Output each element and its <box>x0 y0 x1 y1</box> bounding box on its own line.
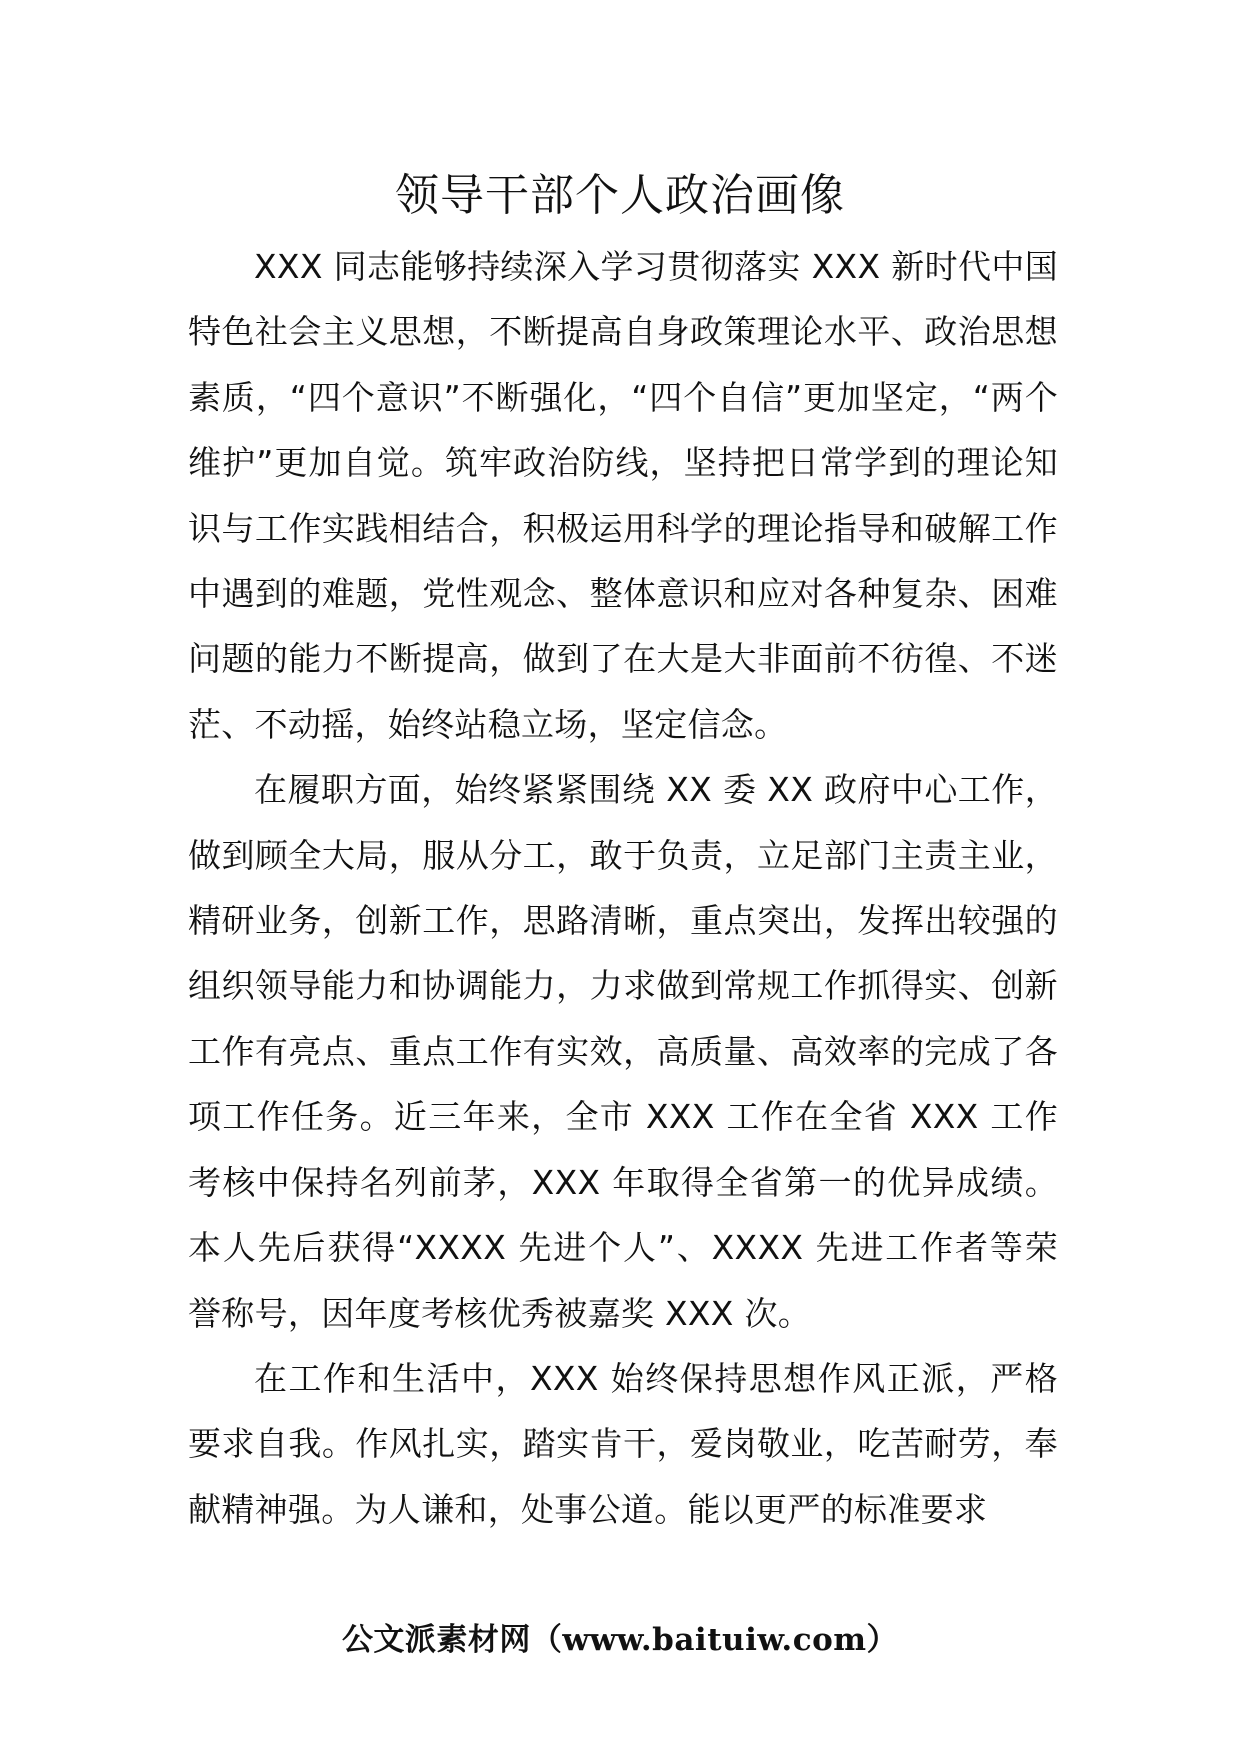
paragraph-work-style: 在工作和生活中，XXX 始终保持思想作风正派，严格要求自我。作风扎实，踏实肯干，爱岗敬业，吃苦耐劳，奉献精神强。为人谦和，处事公道。能以更严的标准要求 <box>188 1358 1058 1529</box>
footer-watermark: 公文派素材网（www.baituiw.com） <box>341 1622 899 1658</box>
paragraph-job-performance: 在履职方面，始终紧紧围绕 XX 委 XX 政府中心工作，做到顾全大局，服从分工，敢于负责，立足部门主责主业，精研业务，创新工作，思路清晰，重点突出，发挥出较强的组织领导能力和协调能力，力求做到常规工作抓得实、创新工作有亮点、重点工作有实效，高质量、高效率的完成了各项工作任务。近三年来，全市 XXX 工作在全省 XXX 工作考核中保持名列前茅，XXX 年取得全省第一的优异成绩。本人先后获得“XXXX 先进个人”、XXXX 先进工作者等荣誉称号，因年度考核优秀被嘉奖 XXX 次。 <box>188 770 1058 1333</box>
document-title: 领导干部个人政治画像 <box>395 170 845 221</box>
paragraph-political-study: XXX 同志能够持续深入学习贯彻落实 XXX 新时代中国特色社会主义思想，不断提高自身政策理论水平、政治思想素质，“四个意识”不断强化，“四个自信”更加坚定，“两个维护”更加自觉。筑牢政治防线，坚持把日常学到的理论知识与工作实践相结合，积极运用科学的理论指导和破解工作中遇到的难题，党性观念、整体意识和应对各种复杂、困难问题的能力不断提高，做到了在大是大非面前不彷徨、不迷茫、不动摇，始终站稳立场，坚定信念。 <box>188 247 1058 744</box>
document-body <box>188 234 1058 1542</box>
